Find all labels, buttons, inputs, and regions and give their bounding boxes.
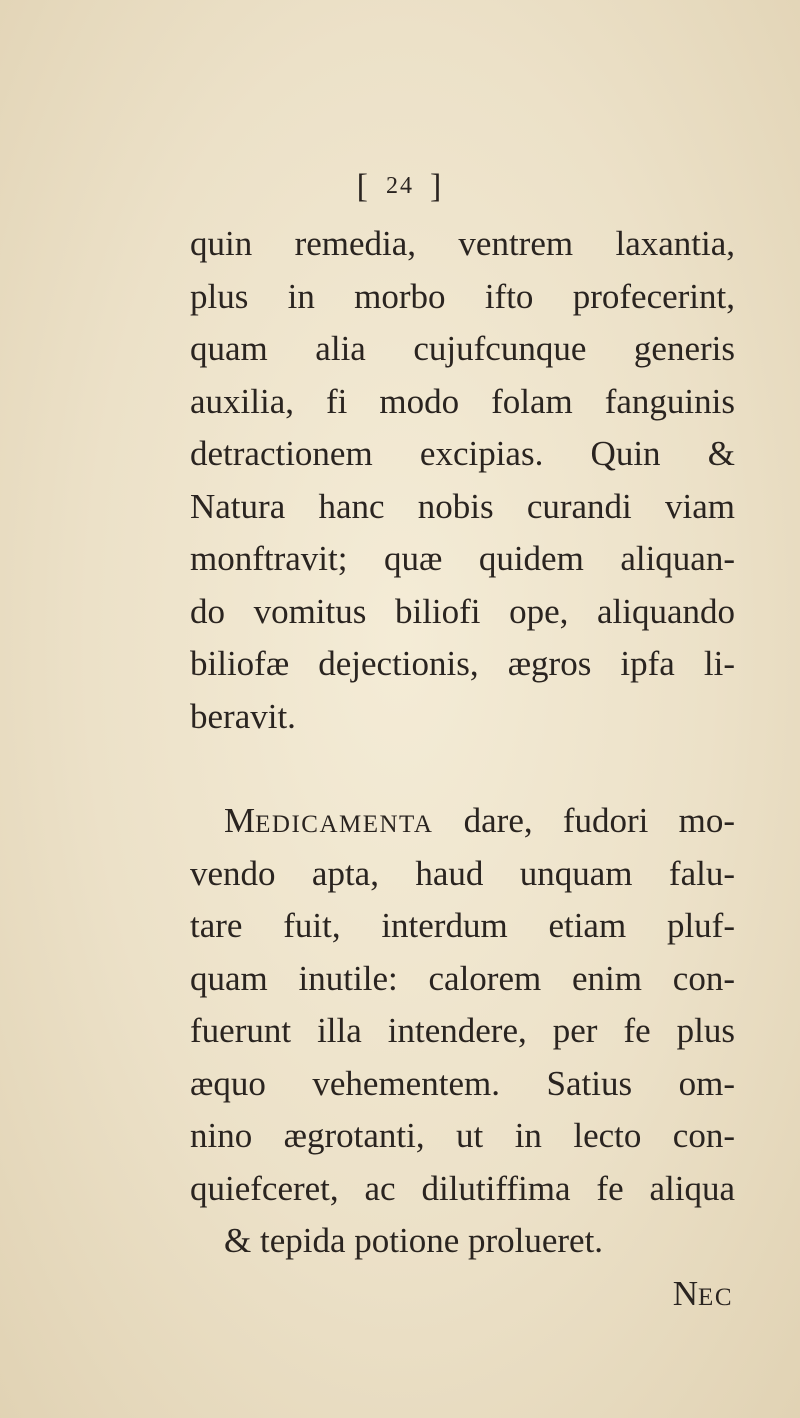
text-line: auxilia, fi modo folam fanguinis (190, 381, 735, 421)
body-text (190, 218, 735, 1320)
text-line: monftravit; quæ quidem aliquan- (190, 539, 735, 578)
catchword-rest: ec (698, 1273, 733, 1313)
text-line: nino ægrotanti, ut in lecto con- (190, 1116, 735, 1155)
text-line: quam inutile: calorem enim con- (190, 958, 735, 998)
text-line: tare fuit, interdum etiam pluf- (190, 906, 735, 945)
text-line: do vomitus biliofi ope, aliquando (190, 591, 735, 631)
text-line: detractionem excipias. Quin & (190, 434, 735, 473)
text-line: quam alia cujufcunque generis (190, 329, 735, 368)
text-line: æquo vehementem. Satius om- (190, 1063, 735, 1103)
page-number-open-bracket: [ (356, 168, 370, 205)
page-number-value: 24 (386, 173, 414, 199)
paragraph-1 (190, 218, 735, 743)
text-line: vendo apta, haud unquam falu- (190, 853, 735, 893)
text-line: beravit. (190, 696, 296, 736)
small-caps-word: edicamenta (255, 801, 434, 840)
catchword-initial: N (672, 1273, 699, 1313)
paragraph-gap (190, 743, 735, 795)
text-line: plus in morbo ifto profecerint, (190, 276, 735, 316)
paragraph-2 (190, 795, 735, 1268)
text-line: Natura hanc nobis curandi viam (190, 486, 735, 526)
text-line: quiefceret, ac dilutiffima fe aliqua (190, 1168, 735, 1208)
text-line-first (190, 795, 735, 848)
page-number-close-bracket: ] (430, 168, 444, 205)
text-line: quin remedia, ventrem laxantia, (190, 224, 735, 263)
page-number (0, 168, 800, 206)
text-line: biliofæ dejectionis, ægros ipfa li- (190, 644, 735, 683)
text-line: fuerunt illa intendere, per fe plus (190, 1011, 735, 1050)
first-line-rest: dare, fudori mo- (433, 801, 735, 840)
catchword (190, 1268, 735, 1321)
text-line: & tepida potione prolueret. (224, 1221, 604, 1260)
small-caps-initial: M (224, 801, 256, 840)
